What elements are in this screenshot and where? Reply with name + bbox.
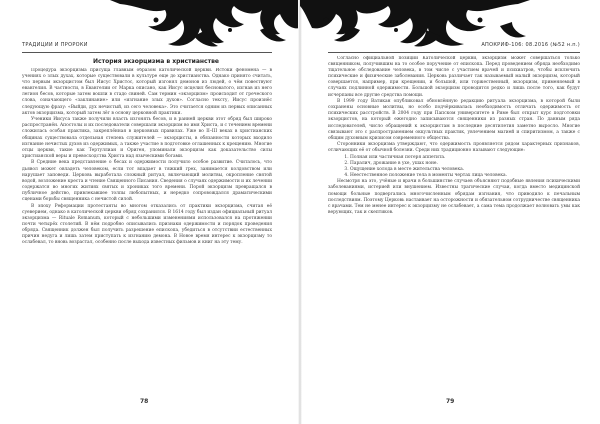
paragraph: В эпоху Реформации протестанты во многом отказались от практики экзорцизма, считая её суеверием, однако в католической церкви обряд сохранился. В 1614 году был издан официальный ритуал экзорцизма — Rituale Romanum, который с небольшими изменениями использовался на протяжении почти четырёх столетий. В нём подробно описывались признаки одержимости и порядок проведения обряда. Священник должен был получить разрешение епископа, убедиться в отсутствии естественных причин недуга и лишь затем приступать к изгнанию демона. В Новое время интерес к экзорцизму то ослабевал, то вновь возрастал, особенно после выхода известных фильмов и книг на эту тему.: [22, 203, 272, 246]
body-text-right: [328, 56, 580, 398]
list-item: 4. Неестественное положение тела в моменты чертах лица человека.: [350, 173, 580, 179]
running-header: ТРАДИЦИИ И ПРОРОКИ: [22, 42, 272, 53]
article-title: История экзорцизма в христианстве: [93, 58, 219, 65]
paragraph: В 1999 году Ватикан опубликовал обновлённую редакцию ритуала экзорцизма, в которой были сохранены основные молитвы, но особо подчёркивалась необходимость отличать одержимость от психических расстройств. В 2004 году при Папском университете в Риме был открыт курс подготовки экзорцистов, на который ежегодно записываются священники из разных стран. По данным ряда исследователей, число обращений к экзорцистам в последние десятилетия заметно выросло. Многие связывают это с распространением оккультных практик, увлечением магией и спиритизмом, а также с общим духовным кризисом современного общества.: [328, 99, 580, 141]
list-item: 1. Полная или частичная потеря аппетита.: [350, 155, 580, 161]
symptom-list: [328, 155, 580, 179]
page-number: 78: [140, 398, 149, 405]
paragraph: Сторонники экзорцизма утверждают, что одержимость проявляется рядом характерных признаков, отличающих её от обычной болезни. Среди них традиционно называют следующие:: [328, 142, 580, 154]
paragraph: Несмотря на это, учёные и врачи в большинстве случаев объясняют подобные явления психическими заболеваниями, истерией или внушением. Известны трагические случаи, когда вместо медицинской помощи больные подвергались многочисленным обрядам изгнания, что приводило к печальным последствиям. Поэтому Церковь настаивает на осторожности и обязательном сотрудничестве священника с врачами. Тем не менее интерес к экзорцизму не ослабевает, а сама тема продолжает волновать умы как верующих, так и скептиков.: [328, 179, 580, 215]
paragraph: Согласно официальной позиции Католической церкви, экзорцизм может совершаться только священником, получившим на то особое поручение от епископа. Перед проведением обряда необходимо тщательное обследование человека, в том числе с участием врачей и психиатров, чтобы исключить психические и физические заболевания. Церковь различает так называемый малый экзорцизм, который совершается, например, при крещении, и большой, или торжественный, экзорцизм, применяемый в случаях подлинной одержимости. Большой экзорцизм проводится редко и лишь после того, как будут исчерпаны все другие средства помощи.: [328, 56, 580, 98]
body-text-left: [22, 68, 272, 398]
list-item: 2. Паралич, дрожание в ухе, ушах ноне.: [350, 161, 580, 167]
running-header: АПОКРИФ-106: 08.2016 (№52 н.п.): [328, 42, 580, 53]
list-item: 3. Ощущение холода в месте жительства человека.: [350, 167, 580, 173]
page-number: 79: [446, 398, 455, 405]
paragraph: В Средние века представление о бесах и одержимости получило особое развитие. Считалось, что дьявол может овладеть человеком, если тот впадает в тяжкий грех, занимается колдовством или нарушает заповеди. Церковь выработала сложный ритуал, включающий молитвы, окропление святой водой, возложение креста и чтение Священного Писания. Сведения о случаях одержимости и их лечении содержатся во многих житиях святых и хрониках того времени. Порой экзорцизм превращался в публичное действо, привлекавшее толпы любопытных, и нередко сопровождался драматическими сценами борьбы священника с нечистой силой.: [22, 160, 272, 202]
right-page: [300, 0, 600, 424]
paragraph: Процедура экзорцизма присуща главным образом католической церкви. Истоки феномена — в учениях о злых духах, которые существовали в культуре еще до христианства. Однако принято считать, что первым экзорцистом был Иисус Христос, который изгонял демонов из людей, о чём повествуют евангелия. В частности, в Евангелии от Марка описано, как Иисус исцелил бесноватого, изгнав из него легион бесов, которые затем вошли в стадо свиней. Сам термин «экзорцизм» происходит от греческого слова, означающего «заклинание» или «изгнание злых духов». Согласно тексту, Иисус произнёс следующую фразу: «Выйди, дух нечистый, из сего человека». Это считается одним из первых описанных актов экзорцизма, который затем лёг в основу церковной практики.: [22, 68, 272, 116]
paragraph: Ученики Иисуса также получили власть изгонять бесов, и в ранней церкви этот обряд был широко распространён. Апостолы и их последователи совершали экзорцизм во имя Христа, и с течением времени сложилась особая практика, закреплённая в церковных правилах. Уже во II–III веках в христианских общинах существовала отдельная степень служителей — экзорцисты, в обязанности которых входило изгнание нечистых духов из одержимых, а также участие в подготовке оглашенных к крещению. Многие отцы церкви, такие как Тертуллиан и Ориген, упоминали экзорцизм как доказательство силы христианской веры и превосходства Христа над языческими богами.: [22, 117, 272, 159]
